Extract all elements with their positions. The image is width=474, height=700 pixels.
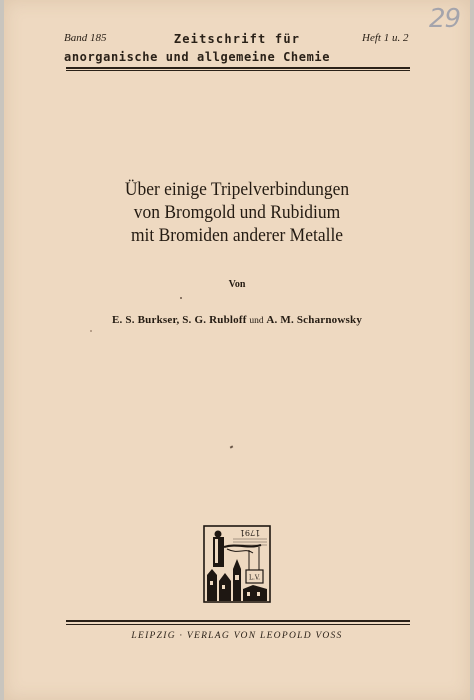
- emblem-sign-text: L.V.: [248, 574, 261, 582]
- header-rule-thin: [66, 70, 410, 71]
- title-page: [4, 0, 470, 700]
- volume-number: Band 185: [64, 32, 107, 44]
- footer-rule-thin: [66, 624, 410, 625]
- emblem-year: 1791: [239, 528, 261, 537]
- author-conjunction: und: [249, 316, 264, 326]
- article-title-line1: Über einige Tripelverbindungen: [124, 179, 350, 200]
- paper-speck: [180, 297, 182, 299]
- handwritten-page-number: 29: [429, 4, 461, 34]
- article-title-line3: mit Bromiden anderer Metalle: [130, 225, 344, 246]
- journal-title-line1: Zeitschrift für: [173, 32, 301, 46]
- issue-number: Heft 1 u. 2: [362, 32, 409, 44]
- paper-speck: [230, 445, 234, 448]
- by-label: Von: [228, 279, 246, 290]
- author-scharnowsky: A. M. Scharnowsky: [266, 314, 363, 326]
- author-rubloff: S. G. Rubloff: [182, 314, 247, 326]
- publisher-imprint: LEIPZIG · VERLAG VON LEOPOLD VOSS: [131, 631, 343, 641]
- author-burkser: E. S. Burkser,: [111, 314, 180, 326]
- header-rule-thick: [66, 67, 410, 69]
- paper-speck: [90, 330, 92, 332]
- footer-rule-thick: [66, 620, 410, 622]
- journal-title-line2: anorganische und allgemeine Chemie: [64, 50, 331, 64]
- author-line: [4, 314, 470, 326]
- publisher-emblem-icon: [203, 525, 271, 603]
- article-title: [23, 178, 452, 247]
- article-title-line2: von Bromgold und Rubidium: [133, 202, 341, 223]
